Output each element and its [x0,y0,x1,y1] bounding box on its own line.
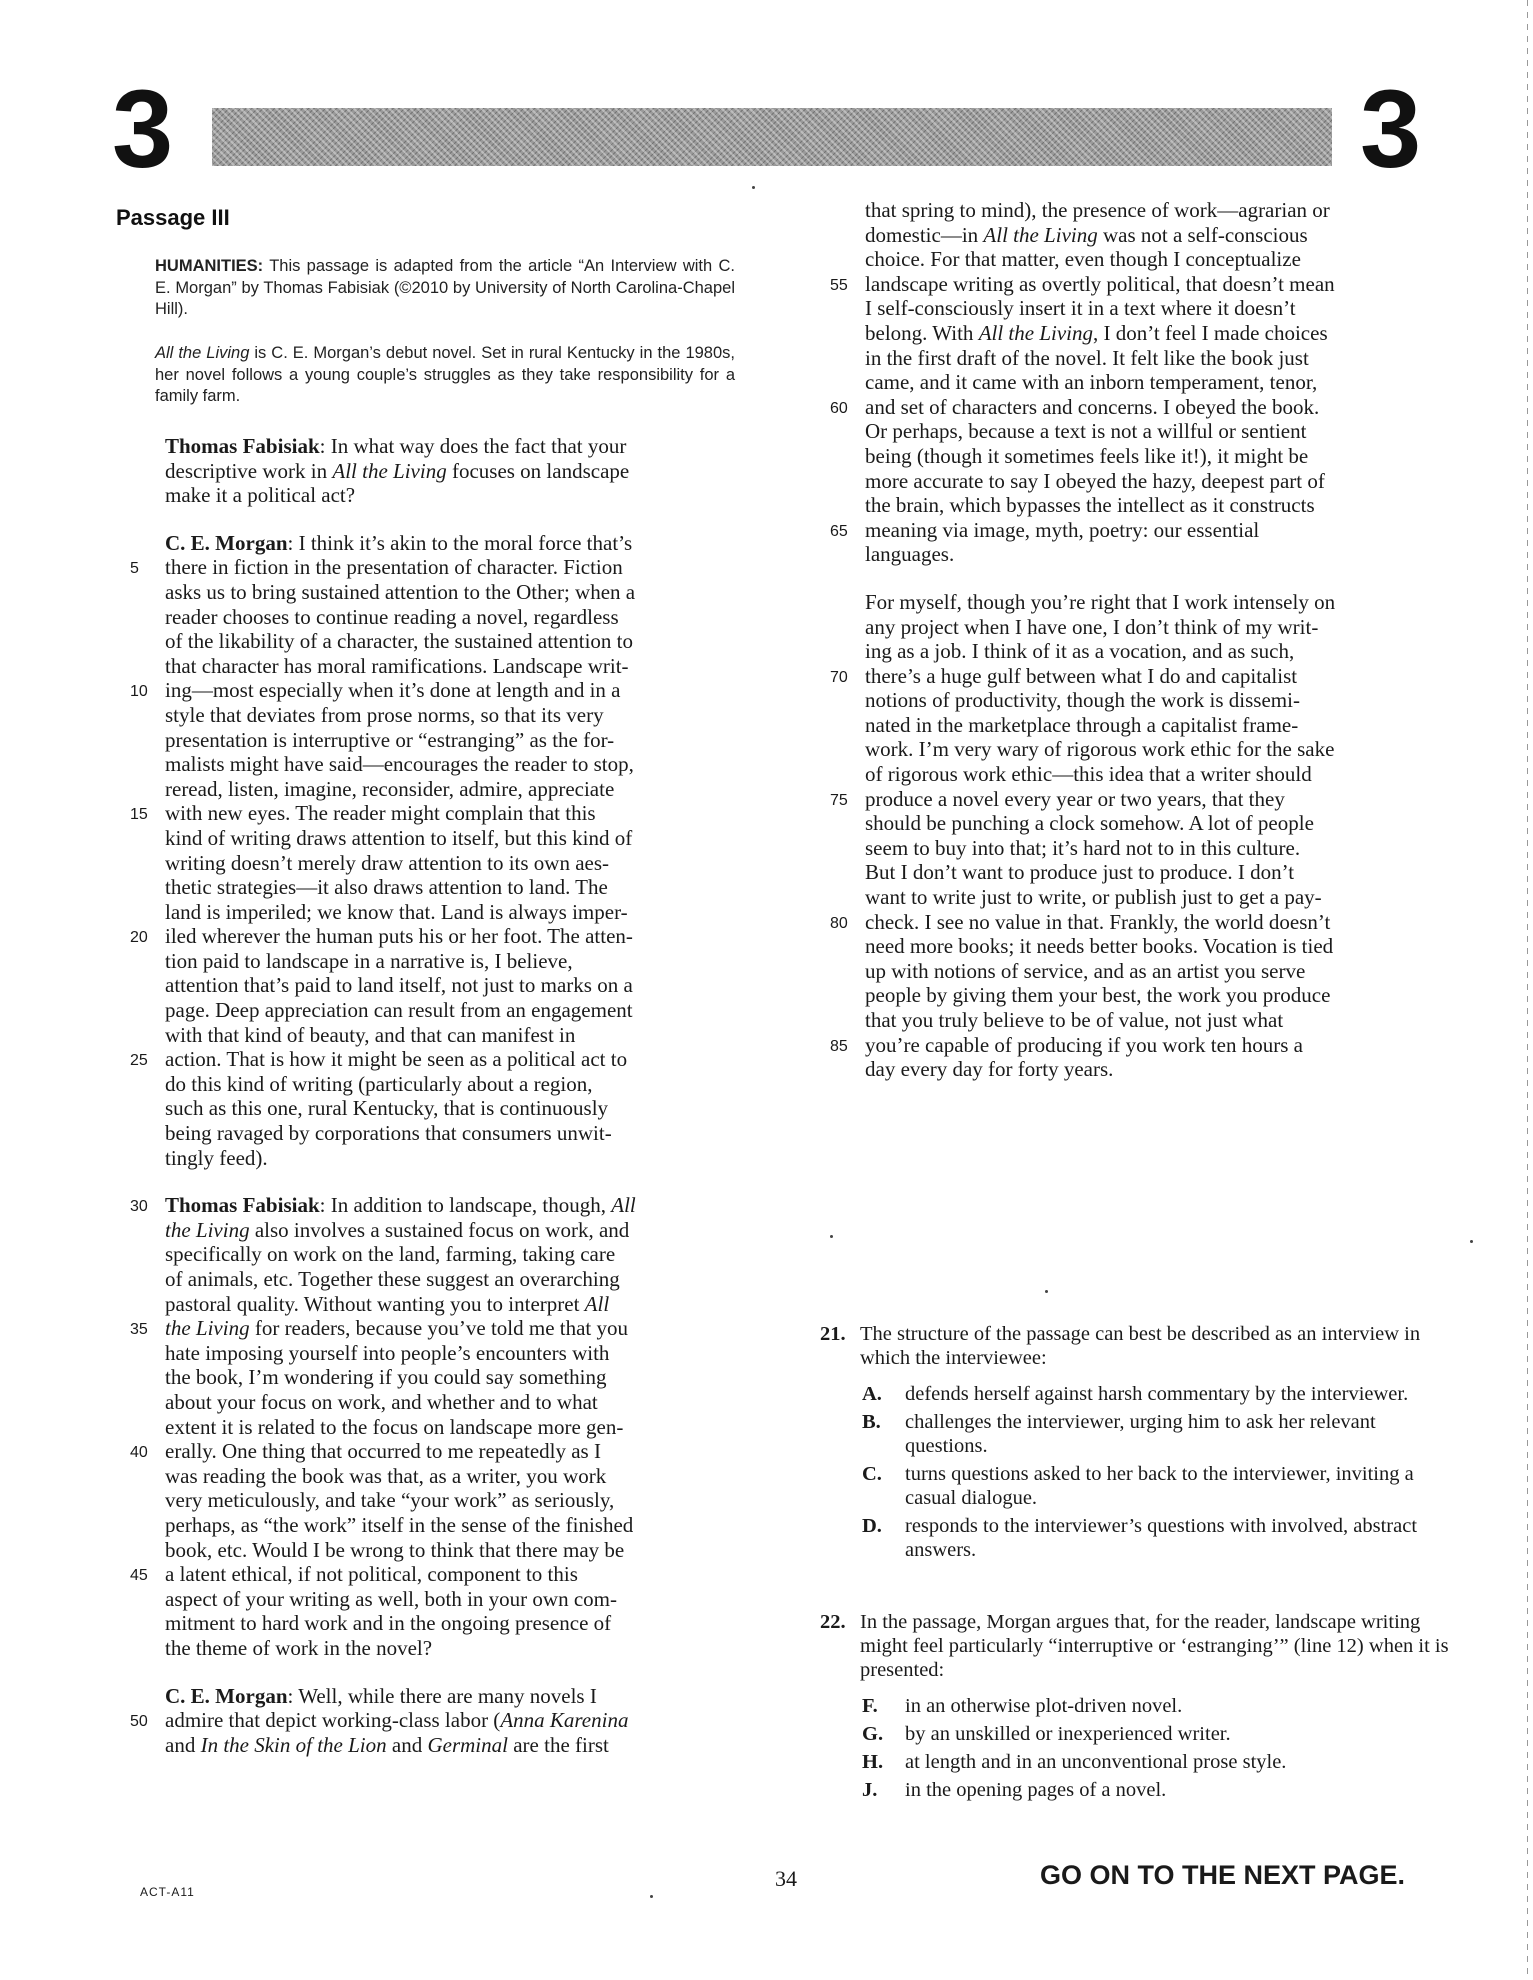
line-text: thetic strategies—it also draws attention to land. The [165,875,608,900]
novel-title: All the Living [155,344,250,362]
line-text: the brain, which bypasses the intellect as it constructs [865,493,1315,518]
passage-line [105,1390,755,1415]
passage-line [805,296,1445,321]
answer-option [820,1382,1460,1406]
option-letter: G. [862,1723,884,1745]
passage-line [805,518,1445,543]
line-text: with that kind of beauty, and that can manifest in [165,1022,576,1047]
line-number: 15 [130,806,148,824]
passage-line [805,395,1445,420]
passage-line [805,787,1445,812]
passage-line [805,198,1445,223]
line-number: 45 [130,1567,148,1585]
scan-speck [1045,1290,1048,1293]
option-letter: J. [862,1779,878,1801]
question-text: The structure of the passage can best be described as an interview in which the interviewee: [860,1323,1421,1369]
passage-line [105,1733,755,1758]
line-text: in the first draft of the novel. It felt like the book just [865,345,1309,370]
passage-line [105,1708,755,1733]
line-number: 55 [830,276,848,294]
line-text: of animals, etc. Together these suggest an overarching [165,1267,620,1291]
passage-line [805,713,1445,738]
line-text: want to write just to write, or publish just to get a pay- [865,885,1322,910]
line-text: that character has moral ramifications. Landscape writ- [165,653,629,678]
line-text: check. I see no value in that. Frankly, the world doesn’t [865,909,1331,934]
line-text: such as this one, rural Kentucky, that is continuously [165,1096,609,1121]
passage-line [805,346,1445,371]
passage-summary-note [155,343,735,408]
option-text: defends herself against harsh commentary by the interviewer. [905,1383,1409,1405]
page-number: 34 [775,1866,797,1891]
passage-source-note [155,256,735,321]
line-text: the theme of work in the novel? [165,1635,433,1660]
passage-line [105,826,755,851]
passage-line [105,1096,755,1121]
question-21 [820,1322,1460,1566]
line-number: 80 [830,914,848,932]
passage-paragraph [805,590,1445,1082]
line-text: descriptive work in All the Living focuses on landscape [165,458,630,483]
passage-line [105,1193,755,1218]
passage-paragraph [105,434,755,508]
passage-line [805,836,1445,861]
passage-line [105,1023,755,1048]
line-text: of rigorous work ethic—this idea that a writer should [865,762,1312,787]
option-text: challenges the interviewer, urging him to ask her relevant questions. [905,1411,1376,1457]
passage-line [805,983,1445,1008]
line-text: that you truly believe to be of value, not just what [865,1008,1284,1032]
passage-line [105,1488,755,1513]
line-text: the Living also involves a sustained focus on work, and [165,1217,630,1242]
line-text: ing as a job. I think of it as a vocation, and as such, [865,639,1295,664]
line-text: a latent ethical, if not political, component to this [165,1562,578,1587]
option-text: turns questions asked to her back to the interviewer, inviting a casual dialogue. [905,1463,1414,1509]
option-letter: H. [862,1751,884,1773]
option-letter: A. [862,1383,882,1405]
line-text: C. E. Morgan: I think it’s akin to the moral force that’s [165,530,633,555]
question-number: 21. [820,1323,846,1345]
line-text: specifically on work on the land, farming, taking care [165,1242,616,1267]
question-text: In the passage, Morgan argues that, for the reader, landscape writing might feel particularly “interruptive or ‘estranging’” (line 12) when it is presented: [860,1611,1449,1681]
line-text: about your focus on work, and whether and to what [165,1389,598,1414]
line-text: meaning via image, myth, poetry: our essential [865,517,1260,542]
passage-line [805,223,1445,248]
line-text: book, etc. Would I be wrong to think that there may be [165,1537,625,1562]
line-text: the book, I’m wondering if you could say something [165,1365,607,1390]
passage-line [805,370,1445,395]
option-letter: B. [862,1411,881,1433]
passage-right-column [805,198,1445,1105]
line-text: tingly feed). [165,1145,268,1170]
passage-line [105,1341,755,1366]
question-stem [820,1322,1460,1370]
line-text: But I don’t want to produce just to produce. I don’t [865,860,1295,885]
passage-line [105,752,755,777]
line-text: style that deviates from prose norms, so that its very [165,702,604,727]
answer-option [820,1722,1460,1746]
passage-line [805,762,1445,787]
line-text: very meticulously, and take “your work” as seriously, [165,1488,615,1513]
line-text: erally. One thing that occurred to me repeatedly as I [165,1439,601,1464]
passage-line [105,801,755,826]
passage-line [105,1146,755,1171]
line-text: hate imposing yourself into people’s encounters with [165,1340,610,1365]
scan-speck [650,1895,653,1898]
option-text: in an otherwise plot-driven novel. [905,1695,1183,1717]
line-text: languages. [865,542,955,567]
passage-line [105,851,755,876]
passage-line [105,1538,755,1563]
passage-line [805,688,1445,713]
passage-line [105,1121,755,1146]
line-text: choice. For that matter, even though I conceptualize [865,247,1301,272]
passage-line [805,639,1445,664]
answer-option [820,1778,1460,1802]
passage-line [805,444,1445,469]
passage-line [805,860,1445,885]
line-text: reread, listen, imagine, reconsider, admire, appreciate [165,776,615,801]
line-number: 85 [830,1037,848,1055]
answer-option [820,1750,1460,1774]
answer-option [820,1410,1460,1458]
line-text: Thomas Fabisiak: In addition to landscape, though, All [165,1193,636,1218]
passage-line [805,590,1445,615]
line-text: day every day for forty years. [865,1057,1114,1082]
passage-line [805,615,1445,640]
line-text: nated in the marketplace through a capitalist frame- [865,712,1299,737]
line-text: writing doesn’t merely draw attention to its own aes- [165,850,610,875]
option-text: by an unskilled or inexperienced writer. [905,1723,1231,1745]
line-text: came, and it came with an inborn temperament, tenor, [865,370,1318,395]
line-text: there in fiction in the presentation of character. Fiction [165,555,623,580]
passage-line [105,1415,755,1440]
passage-paragraph [805,198,1445,567]
line-text: need more books; it needs better books. Vocation is tied [865,934,1334,959]
passage-line [105,949,755,974]
option-letter: F. [862,1695,878,1717]
passage-line [105,1611,755,1636]
line-number: 60 [830,399,848,417]
line-text: Thomas Fabisiak: In what way does the fact that your [165,434,627,458]
line-number: 10 [130,683,148,701]
line-text: you’re capable of producing if you work ten hours a [865,1032,1303,1057]
line-text: belong. With All the Living, I don’t feel I made choices [865,320,1328,345]
line-text: make it a political act? [165,483,356,508]
passage-line [105,777,755,802]
line-text: iled wherever the human puts his or her foot. The atten- [165,924,633,949]
passage-line [105,1365,755,1390]
answer-option [820,1694,1460,1718]
option-text: in the opening pages of a novel. [905,1779,1167,1801]
passage-line [805,542,1445,567]
line-text: do this kind of writing (particularly about a region, [165,1071,593,1096]
section-number-left: 3 [112,68,174,191]
go-on-instruction: GO ON TO THE NEXT PAGE. [1040,1860,1406,1890]
passage-line [805,419,1445,444]
line-number: 50 [130,1713,148,1731]
line-text: action. That is how it might be seen as a political act to [165,1047,628,1072]
line-text: I self-consciously insert it in a text where it doesn’t [865,296,1296,321]
line-text: people by giving them your best, the work you produce [865,983,1331,1008]
line-text: pastoral quality. Without wanting you to interpret All [165,1291,610,1316]
passage-line [805,959,1445,984]
passage-line [105,973,755,998]
line-text: the Living for readers, because you’ve told me that you [165,1316,629,1341]
option-letter: D. [862,1515,882,1537]
line-text: Or perhaps, because a text is not a willful or sentient [865,419,1307,444]
line-number: 20 [130,929,148,947]
passage-line [105,1242,755,1267]
line-text: produce a novel every year or two years, that they [865,786,1285,811]
passage-left-column [105,434,755,1780]
section-number-right: 3 [1360,68,1422,191]
scan-speck [830,1235,833,1238]
passage-line [105,1267,755,1292]
line-text: C. E. Morgan: Well, while there are many novels I [165,1683,597,1708]
passage-line [105,703,755,728]
passage-line [805,737,1445,762]
line-text: landscape writing as overtly political, that doesn’t mean [865,271,1335,296]
passage-line [805,1033,1445,1058]
line-number: 5 [130,560,139,578]
passage-line [105,1684,755,1709]
line-text: any project when I have one, I don’t think of my writ- [865,614,1319,639]
passage-line [105,1439,755,1464]
line-text: being (though it sometimes feels like it!), it might be [865,443,1309,468]
passage-line [805,811,1445,836]
passage-paragraph [105,1193,755,1660]
passage-line [105,1316,755,1341]
summary-text: is C. E. Morgan’s debut novel. Set in rural Kentucky in the 1980s, her novel follows a young couple’s struggles as they take responsibility for a family farm. [155,344,735,405]
line-text: up with notions of service, and as an artist you serve [865,958,1306,983]
line-text: For myself, though you’re right that I work intensely on [865,589,1336,614]
option-letter: C. [862,1463,882,1485]
line-text: of the likability of a character, the sustained attention to [165,629,633,654]
line-text: seem to buy into that; it’s hard not to in this culture. [865,835,1301,860]
line-text: notions of productivity, though the work is dissemi- [865,688,1300,713]
line-text: there’s a huge gulf between what I do and capitalist [865,663,1298,688]
scan-edge-line [1527,0,1528,1980]
passage-line [805,910,1445,935]
line-text: perhaps, as “the work” itself in the sense of the finished [165,1512,634,1537]
line-text: asks us to bring sustained attention to the Other; when a [165,579,636,604]
passage-line [105,678,755,703]
question-number: 22. [820,1611,846,1633]
passage-line [105,1072,755,1097]
passage-line [805,247,1445,272]
line-text: admire that depict working-class labor (Anna Karenina [165,1708,629,1733]
passage-line [105,1218,755,1243]
passage-line [105,1587,755,1612]
answer-option [820,1462,1460,1510]
line-text: with new eyes. The reader might complain that this [165,801,596,826]
passage-line [105,629,755,654]
line-text: domestic—in All the Living was not a self-conscious [865,222,1308,247]
passage-line [805,321,1445,346]
passage-line [105,605,755,630]
section-header-band [212,108,1332,166]
passage-line [805,493,1445,518]
line-number: 65 [830,522,848,540]
passage-line [805,1008,1445,1033]
passage-line [805,469,1445,494]
line-number: 25 [130,1052,148,1070]
passage-paragraph [105,1684,755,1758]
passage-line [805,1057,1445,1082]
passage-paragraph [105,531,755,1170]
form-code: ACT-A11 [140,1885,195,1899]
line-text: and In the Skin of the Lion and Germinal are the first [165,1732,609,1757]
passage-line [105,459,755,484]
passage-line [105,483,755,508]
line-number: 35 [130,1321,148,1339]
passage-line [105,1636,755,1661]
source-text: This passage is adapted from the article “An Interview with C. E. Morgan” by Thomas Fabisiak (©2010 by University of North Carolina-Chapel Hill). [155,257,735,318]
passage-line [105,900,755,925]
line-text: more accurate to say I obeyed the hazy, deepest part of [865,468,1325,493]
passage-line [805,272,1445,297]
passage-line [105,1292,755,1317]
line-text: that spring to mind), the presence of work—agrarian or [865,198,1330,222]
line-text: was reading the book was that, as a writer, you work [165,1463,607,1488]
passage-line [105,531,755,556]
passage-line [105,1513,755,1538]
passage-line [805,885,1445,910]
line-text: mitment to hard work and in the ongoing presence of [165,1611,612,1636]
line-text: being ravaged by corporations that consumers unwit- [165,1121,612,1146]
line-text: kind of writing draws attention to itself, but this kind of [165,825,633,850]
line-number: 75 [830,791,848,809]
source-label: HUMANITIES: [155,257,264,275]
passage-line [805,664,1445,689]
passage-line [105,998,755,1023]
line-text: attention that’s paid to land itself, not just to marks on a [165,973,633,998]
line-text: aspect of your writing as well, both in your own com- [165,1586,617,1611]
line-number: 30 [130,1198,148,1216]
line-text: page. Deep appreciation can result from an engagement [165,998,633,1023]
passage-line [105,1464,755,1489]
line-number: 70 [830,668,848,686]
line-text: extent it is related to the focus on landscape more gen- [165,1414,624,1439]
question-22 [820,1610,1460,1806]
passage-line [105,434,755,459]
option-text: responds to the interviewer’s questions with involved, abstract answers. [905,1515,1418,1561]
passage-line [105,555,755,580]
passage-line [105,580,755,605]
passage-line [105,1047,755,1072]
line-text: work. I’m very wary of rigorous work ethic for the sake [865,737,1335,762]
line-text: land is imperiled; we know that. Land is always imper- [165,899,628,924]
passage-title: Passage III [116,205,230,230]
line-text: ing—most especially when it’s done at length and in a [165,678,621,703]
passage-line [105,875,755,900]
line-text: malists might have said—encourages the reader to stop, [165,752,634,777]
option-text: at length and in an unconventional prose style. [905,1751,1287,1773]
line-text: and set of characters and concerns. I obeyed the book. [865,394,1320,419]
passage-line [105,1562,755,1587]
answer-option [820,1514,1460,1562]
line-text: should be punching a clock somehow. A lot of people [865,811,1314,836]
passage-line [105,728,755,753]
line-number: 40 [130,1444,148,1462]
passage-line [105,924,755,949]
question-stem [820,1610,1460,1682]
scan-speck [1470,1240,1473,1243]
line-text: presentation is interruptive or “estranging” as the for- [165,727,615,752]
passage-line [105,654,755,679]
line-text: tion paid to landscape in a narrative is, I believe, [165,948,573,973]
line-text: reader chooses to continue reading a novel, regardless [165,604,619,629]
scan-speck [752,186,755,189]
passage-line [805,934,1445,959]
